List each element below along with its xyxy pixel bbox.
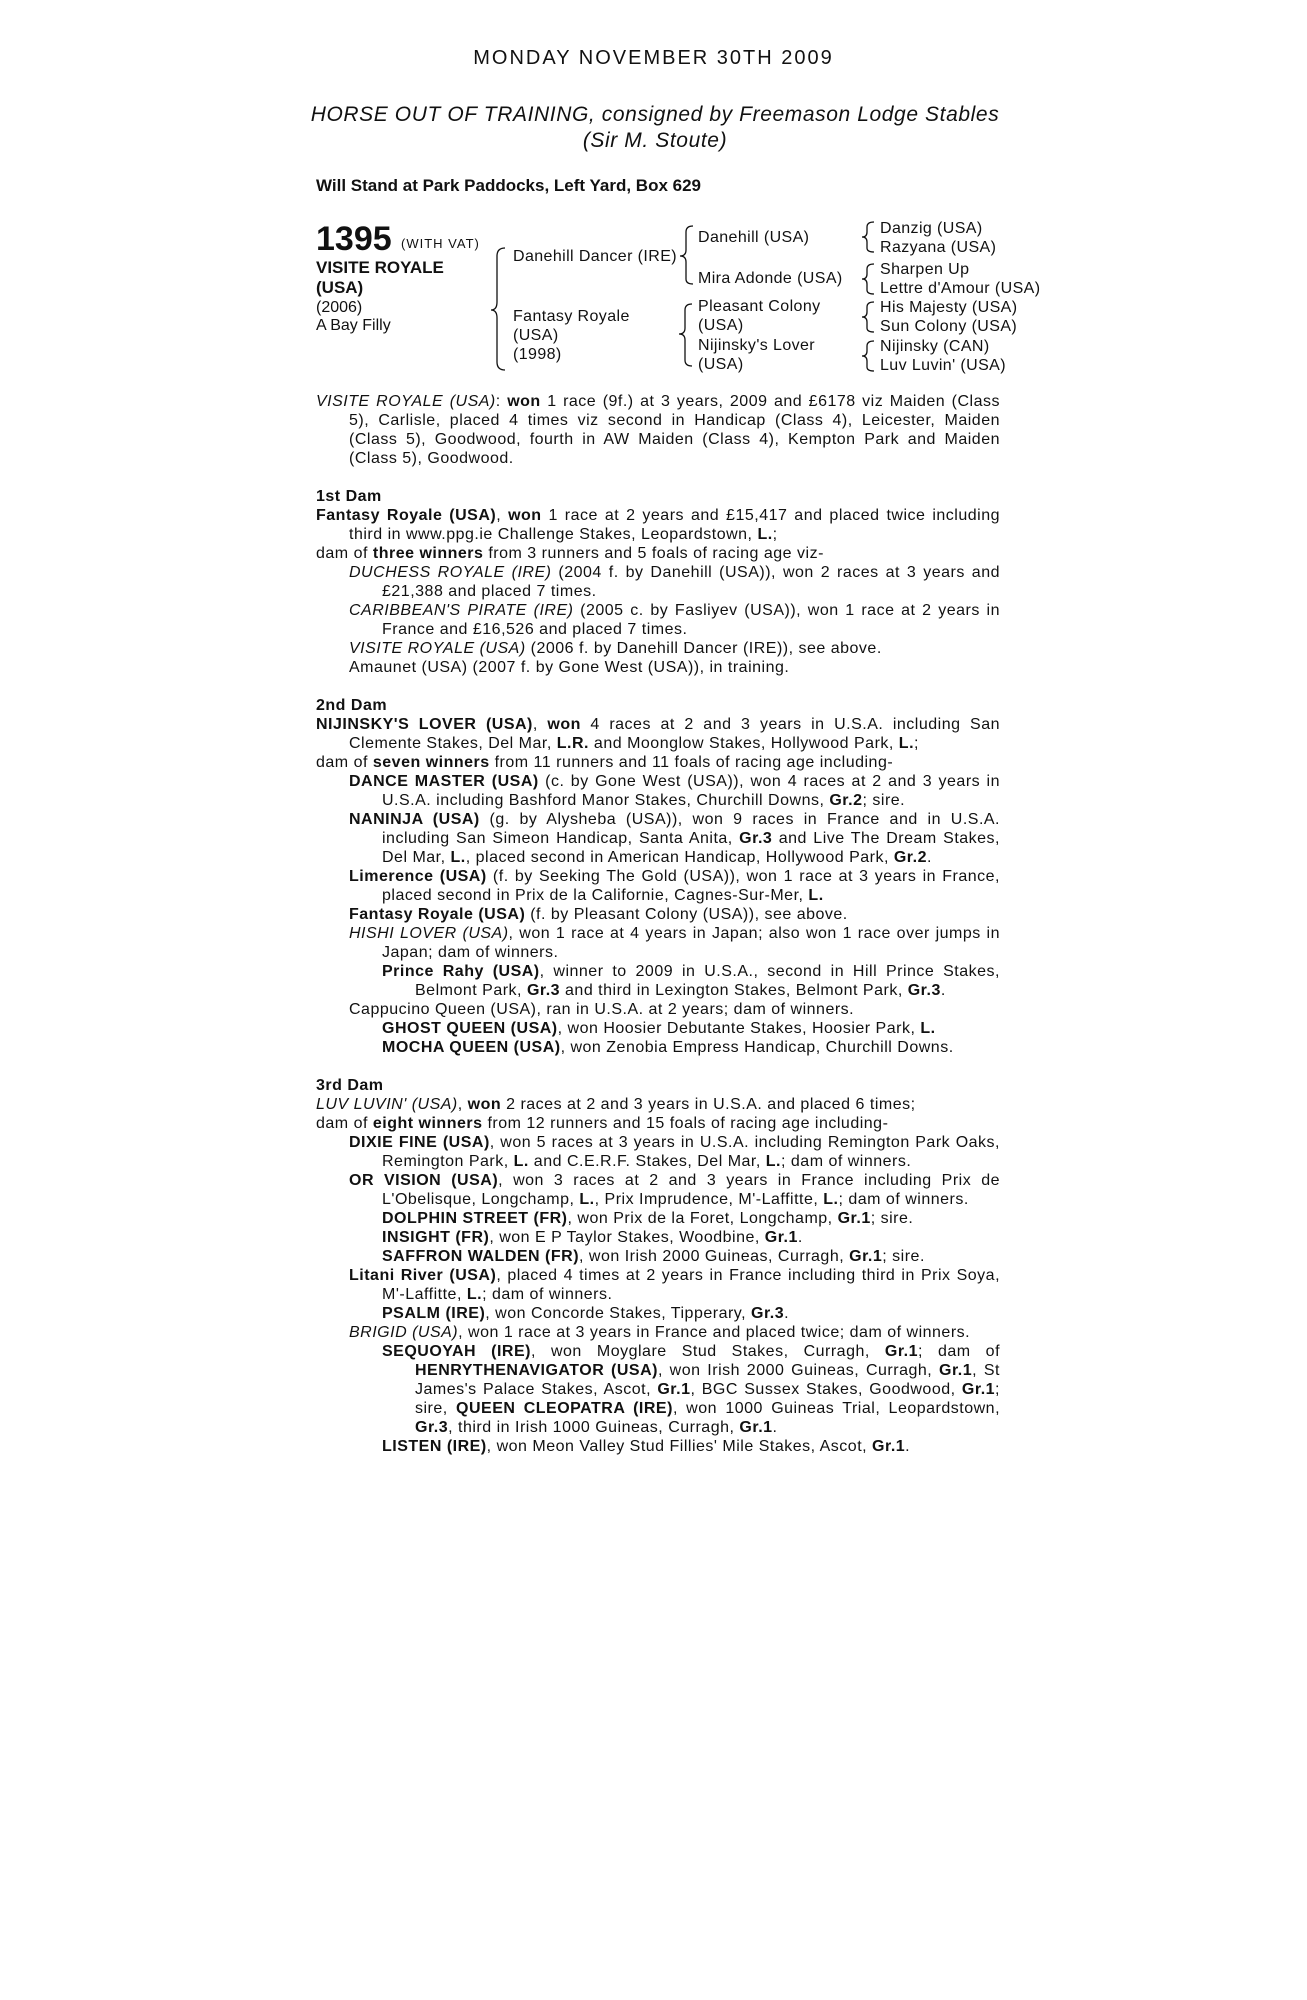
won-label: won [507,393,541,410]
details: ; dam of winners. [781,1153,912,1170]
third-dam-record [316,1095,1000,1114]
produce-dolphin-street [316,1209,1000,1228]
foal-3 [316,639,1000,658]
won-label: won [467,1096,502,1113]
bracket-main [491,248,505,370]
dam-sire-line1: Pleasant Colony [698,298,821,315]
horse-name: Litani River (USA) [349,1267,497,1284]
produce-cappucino-queen [316,1000,1000,1019]
second-dam-name: NIJINSKY'S LOVER (USA) [316,716,533,733]
grade-label: Gr.2 [829,792,863,809]
grade-label: Gr.3 [751,1305,785,1322]
dam-dam-line1: Nijinsky's Lover [698,337,816,354]
bracket-ds [862,302,874,332]
details: (f. by Pleasant Colony (USA)), see above. [530,906,848,923]
details: (f. by Seeking The Gold (USA)), won 1 race at 3 years in France, placed second in Prix de la Californie, Cagnes-Sur-Mer, [382,868,1000,904]
foaling-year: (2006) [316,299,363,316]
produce-prefix: dam of [316,754,368,771]
details: , won Concorde Stakes, Tipperary, [485,1305,747,1322]
foal-name: DUCHESS ROYALE (IRE) [349,564,552,581]
catalogue-text [316,392,1000,1456]
grade-label: Gr.1 [872,1438,906,1455]
produce-details: from 11 runners and 11 foals of racing age including- [494,754,894,771]
horse-name-line1: VISITE ROYALE [316,258,444,277]
dam-name-line2: (USA) [513,327,559,344]
details: , won E P Taylor Stakes, Woodbine, [489,1229,760,1246]
horse-name: Prince Rahy (USA) [382,963,540,980]
horse-name: DIXIE FINE (USA) [349,1134,490,1151]
details: (g. by Alysheba (USA)), won 9 races in France and in U.S.A. including San Simeon Handicap, Santa Anita, [382,811,1001,847]
first-dam-heading: 1st Dam [316,488,382,505]
third-dam-produce [316,1114,1000,1133]
details: , won Zenobia Empress Handicap, Churchill Downs. [560,1039,954,1056]
third-dam-heading: 3rd Dam [316,1077,384,1094]
details: ; dam of [918,1343,1001,1360]
horse-name: PSALM (IRE) [382,1305,486,1322]
produce-details: from 3 runners and 5 foals of racing age viz- [488,545,824,562]
dam-sire [698,297,821,335]
second-dam-record: NIJINSKY'S LOVER (USA), won 4 races at 2 and 3 years in U.S.A. including San Clemente Stakes, Del Mar, L.R. and Moonglow Stakes, Hollywood Park, L.; [316,716,1001,752]
punct: , [457,1096,463,1113]
winners-count: seven winners [372,754,490,771]
consignment-line: HORSE OUT OF TRAINING, consigned by Freemason Lodge Stables (Sir M. Stoute) [310,103,1000,152]
bracket-sd [862,264,874,294]
ggp-sds: Sharpen Up [880,261,970,278]
ggp-ddd: Luv Luvin' (USA) [880,357,1006,374]
foal-name: CARIBBEAN'S PIRATE (IRE) [349,602,574,619]
listed-label: L. [450,849,466,866]
punct: . [772,1419,778,1436]
produce-dance-master [316,772,1000,810]
listed-label: L. [898,735,915,752]
details: and C.E.R.F. Stakes, Del Mar, [533,1153,761,1170]
details: (c. by Gone West (USA)), won 4 races at 2 and 3 years in U.S.A. including Bashford Manor Stakes, Churchill Downs, [382,773,1001,809]
third-dam-name: LUV LUVIN' (USA) [316,1096,458,1113]
grade-label: Gr.1 [884,1343,919,1360]
details: , BGC Sussex Stakes, Goodwood, [690,1381,956,1398]
listed-label: L. [466,1286,483,1303]
listed-label: L. [513,1153,529,1170]
details: ; dam of winners. [482,1286,613,1303]
grade-label: Gr.3 [907,982,941,999]
details: , won Irish 2000 Guineas, Curragh, [579,1248,845,1265]
details: , third in Irish 1000 Guineas, Curragh, [448,1419,735,1436]
second-dam-details: 4 races at 2 and 3 years in U.S.A. including San Clemente Stakes, Del Mar, [349,716,1001,752]
sire-name: Danehill Dancer (IRE) [513,248,678,265]
details: , won Moyglare Stud Stakes, Curragh, [530,1343,870,1360]
horse-name: Fantasy Royale (USA) [349,906,526,923]
punct: . [905,1438,911,1455]
produce-limerence [316,867,1000,905]
produce-psalm [316,1304,1000,1323]
horse-name: SAFFRON WALDEN (FR) [382,1248,580,1265]
horse-name-line2: (USA) [316,278,364,297]
bracket-dam [679,304,692,366]
details: Cappucino Queen (USA), ran in U.S.A. at 2 years; dam of winners. [349,1001,855,1018]
punct: . [927,849,932,866]
details: , placed 4 times at 2 years in France including third in Prix Soya, M'-Laffitte, [382,1267,1001,1303]
dam-dam-line2: (USA) [698,356,744,373]
race-record: VISITE ROYALE (USA): won 1 race (9f.) at 3 years, 2009 and £6178 viz Maiden (Class 5), Carlisle, placed 4 times viz second in Handicap (Class 4), Leicester, Maiden (Class 5), Goodwood, fourth in AW Maiden (Class 4), Kempton Park and Maiden (Class 5), Goodwood. [316,393,1001,467]
produce-dixie-fine [316,1133,1000,1171]
listed-label: L. [579,1191,595,1208]
foal-name: VISITE ROYALE (USA) [349,640,526,657]
details: , won Prix de la Foret, Longchamp, [567,1210,833,1227]
sire-dam: Mira Adonde (USA) [698,270,843,287]
foal-details: (2005 c. by Fasliyev (USA)), won 1 race at 2 years in France and £16,526 and placed 7 times. [382,602,1000,638]
grade-label: Gr.1 [764,1229,798,1246]
horse-name: INSIGHT (FR) [382,1229,490,1246]
ggp-ssd: Razyana (USA) [880,239,997,256]
details: , Prix Imprudence, M'-Laffitte, [594,1191,819,1208]
details: , won Meon Valley Stud Fillies' Mile Stakes, Ascot, [486,1438,868,1455]
winners-count: three winners [372,545,484,562]
produce-prefix: dam of [316,1115,368,1132]
grade-label: Gr.2 [893,849,927,866]
foal-1 [316,563,1000,601]
grade-label: Gr.1 [961,1381,996,1398]
details: 2 races at 2 and 3 years in U.S.A. and placed 6 times; [506,1096,916,1113]
produce-prefix: dam of [316,545,368,562]
sale-date: MONDAY NOVEMBER 30TH 2009 [473,47,834,69]
produce-hishi-lover [316,924,1000,962]
won-label: won [547,716,581,733]
produce-litani-river [316,1266,1000,1304]
listed-label: L. [765,1153,781,1170]
details: , won Irish 2000 Guineas, Curragh, [657,1362,933,1379]
horse-name: GHOST QUEEN (USA) [382,1020,558,1037]
foal-details: (2004 f. by Danehill (USA)), won 2 races at 3 years and £21,388 and placed 7 times. [382,564,1000,600]
foal-2 [316,601,1000,639]
details: , won 1 race at 3 years in France and placed twice; dam of winners. [458,1324,971,1341]
details: , winner to 2009 in U.S.A., second in Hill Prince Stakes, Belmont Park, [415,963,1000,999]
grade-label: Gr.1 [849,1248,883,1265]
details: ; sire. [870,1210,914,1227]
ggp-sdd: Lettre d'Amour (USA) [880,280,1041,297]
won-label: won [508,507,542,524]
grade-label: Gr.3 [526,982,561,999]
horse-name: NANINJA (USA) [349,811,480,828]
foal-details: (2006 f. by Danehill Dancer (IRE)), see above. [530,640,882,657]
horse-name: LISTEN (IRE) [382,1438,487,1455]
produce-details: from 12 runners and 15 foals of racing age including- [487,1115,889,1132]
race-record-horse: VISITE ROYALE (USA) [316,393,496,410]
grade-label: Gr.1 [739,1419,773,1436]
horse-name: BRIGID (USA) [349,1324,459,1341]
produce-prince-rahy [316,962,1000,1000]
details: ; dam of winners. [838,1191,969,1208]
horse-name: DANCE MASTER (USA) [349,773,539,790]
produce-mocha-queen [316,1038,1000,1057]
dam-name-line1: Fantasy Royale [513,308,630,325]
details: , placed second in American Handicap, Hollywood Park, [465,849,889,866]
stand-location: Will Stand at Park Paddocks, Left Yard, Box 629 [316,176,701,195]
first-dam-record: Fantasy Royale (USA), won 1 race at 2 years and £15,417 and placed twice including third in www.ppg.ie Challenge Stakes, Leopardstown, L.; [316,507,1000,543]
dam-foaling-year: (1998) [513,346,562,363]
listed-label: L. [920,1020,936,1037]
second-dam-heading: 2nd Dam [316,697,388,714]
listed-label: L. [757,526,773,543]
ggp-dsd: Sun Colony (USA) [880,318,1018,335]
produce-or-vision [316,1171,1000,1209]
foal-details: Amaunet (USA) (2007 f. by Gone West (USA)), in training. [349,659,790,676]
pedigree-brackets [0,0,1307,400]
grade-label: Gr.1 [657,1381,691,1398]
first-dam-name: Fantasy Royale (USA) [316,507,497,524]
horse-name: HISHI LOVER (USA) [349,925,509,942]
details: , won 5 races at 3 years in U.S.A. including Remington Park Oaks, Remington Park, [382,1134,1001,1170]
grade-label: Gr.1 [939,1362,973,1379]
produce-brigid [316,1323,1000,1342]
vat-note: (WITH VAT) [401,236,480,251]
ggp-sss: Danzig (USA) [880,220,983,237]
punct: . [784,1305,790,1322]
grade-label: Gr.1 [837,1210,871,1227]
dam-name [513,307,630,364]
horse-name: OR VISION (USA) [349,1172,499,1189]
produce-sequoyah [316,1342,1000,1437]
sire-sire: Danehill (USA) [698,229,810,246]
produce-fantasy-royale [316,905,1000,924]
details: , St James's Palace Stakes, Ascot, [415,1362,1000,1398]
bracket-sire [680,226,693,284]
winners-count: eight winners [372,1115,483,1132]
ggp-dss: His Majesty (USA) [880,299,1018,316]
horse-name: MOCHA QUEEN (USA) [382,1039,561,1056]
horse-name: QUEEN CLEOPATRA (IRE) [456,1400,673,1417]
second-dam-details: and Moonglow Stakes, Hollywood Park, [593,735,894,752]
dam-sire-line2: (USA) [698,317,744,334]
lot-number: 1395 [316,220,392,258]
first-dam-details: 1 race at 2 years and £15,417 and placed twice including third in www.ppg.ie Challenge Stakes, Leopardstown, [349,507,1000,543]
details: ; sire. [882,1248,925,1265]
horse-name: Limerence (USA) [349,868,487,885]
race-record-details: 1 race (9f.) at 3 years, 2009 and £6178 viz Maiden (Class 5), Carlisle, placed 4 times viz second in Handicap (Class 4), Leicester, Maiden (Class 5), Goodwood, fourth in AW Maiden (Class 4), Kempton Park and Maiden (Class 5), Goodwood. [349,393,1001,467]
produce-saffron-walden [316,1247,1000,1266]
dam-dam [698,336,815,374]
produce-listen [316,1437,1000,1456]
details: , won Hoosier Debutante Stakes, Hoosier Park, [557,1020,916,1037]
details: ; sire. [862,792,906,809]
listed-label: L.R. [556,735,589,752]
bracket-dd [862,341,874,371]
grade-label: Gr.3 [739,830,773,847]
details: , won 1000 Guineas Trial, Leopardstown, [672,1400,1001,1417]
produce-naninja [316,810,1000,867]
details: , won 1 race at 4 years in Japan; also won 1 race over jumps in Japan; dam of winners. [382,925,1001,961]
produce-insight [316,1228,1000,1247]
punct: . [940,982,946,999]
details: and third in Lexington Stakes, Belmont Park, [565,982,903,999]
horse-name: HENRYTHENAVIGATOR (USA) [415,1362,658,1379]
horse-name: SEQUOYAH (IRE) [382,1343,531,1360]
horse-name: DOLPHIN STREET (FR) [382,1210,568,1227]
details: ; sire, [415,1381,1000,1417]
punct: ; [914,735,919,752]
second-dam-produce [316,753,1000,772]
first-dam-produce [316,544,1000,563]
punct: . [797,1229,803,1246]
punct: ; [772,526,778,543]
listed-label: L. [808,887,824,904]
listed-label: L. [823,1191,839,1208]
bracket-ss [862,222,874,252]
details: and Live The Dream Stakes, Del Mar, [382,830,1001,866]
ggp-dds: Nijinsky (CAN) [880,338,990,355]
details: , won 3 races at 2 and 3 years in France including Prix de L'Obelisque, Longchamp, [382,1172,1001,1208]
grade-label: Gr.3 [415,1419,449,1436]
horse-description: A Bay Filly [316,317,391,334]
foal-4 [316,658,1000,677]
produce-ghost-queen [316,1019,1000,1038]
